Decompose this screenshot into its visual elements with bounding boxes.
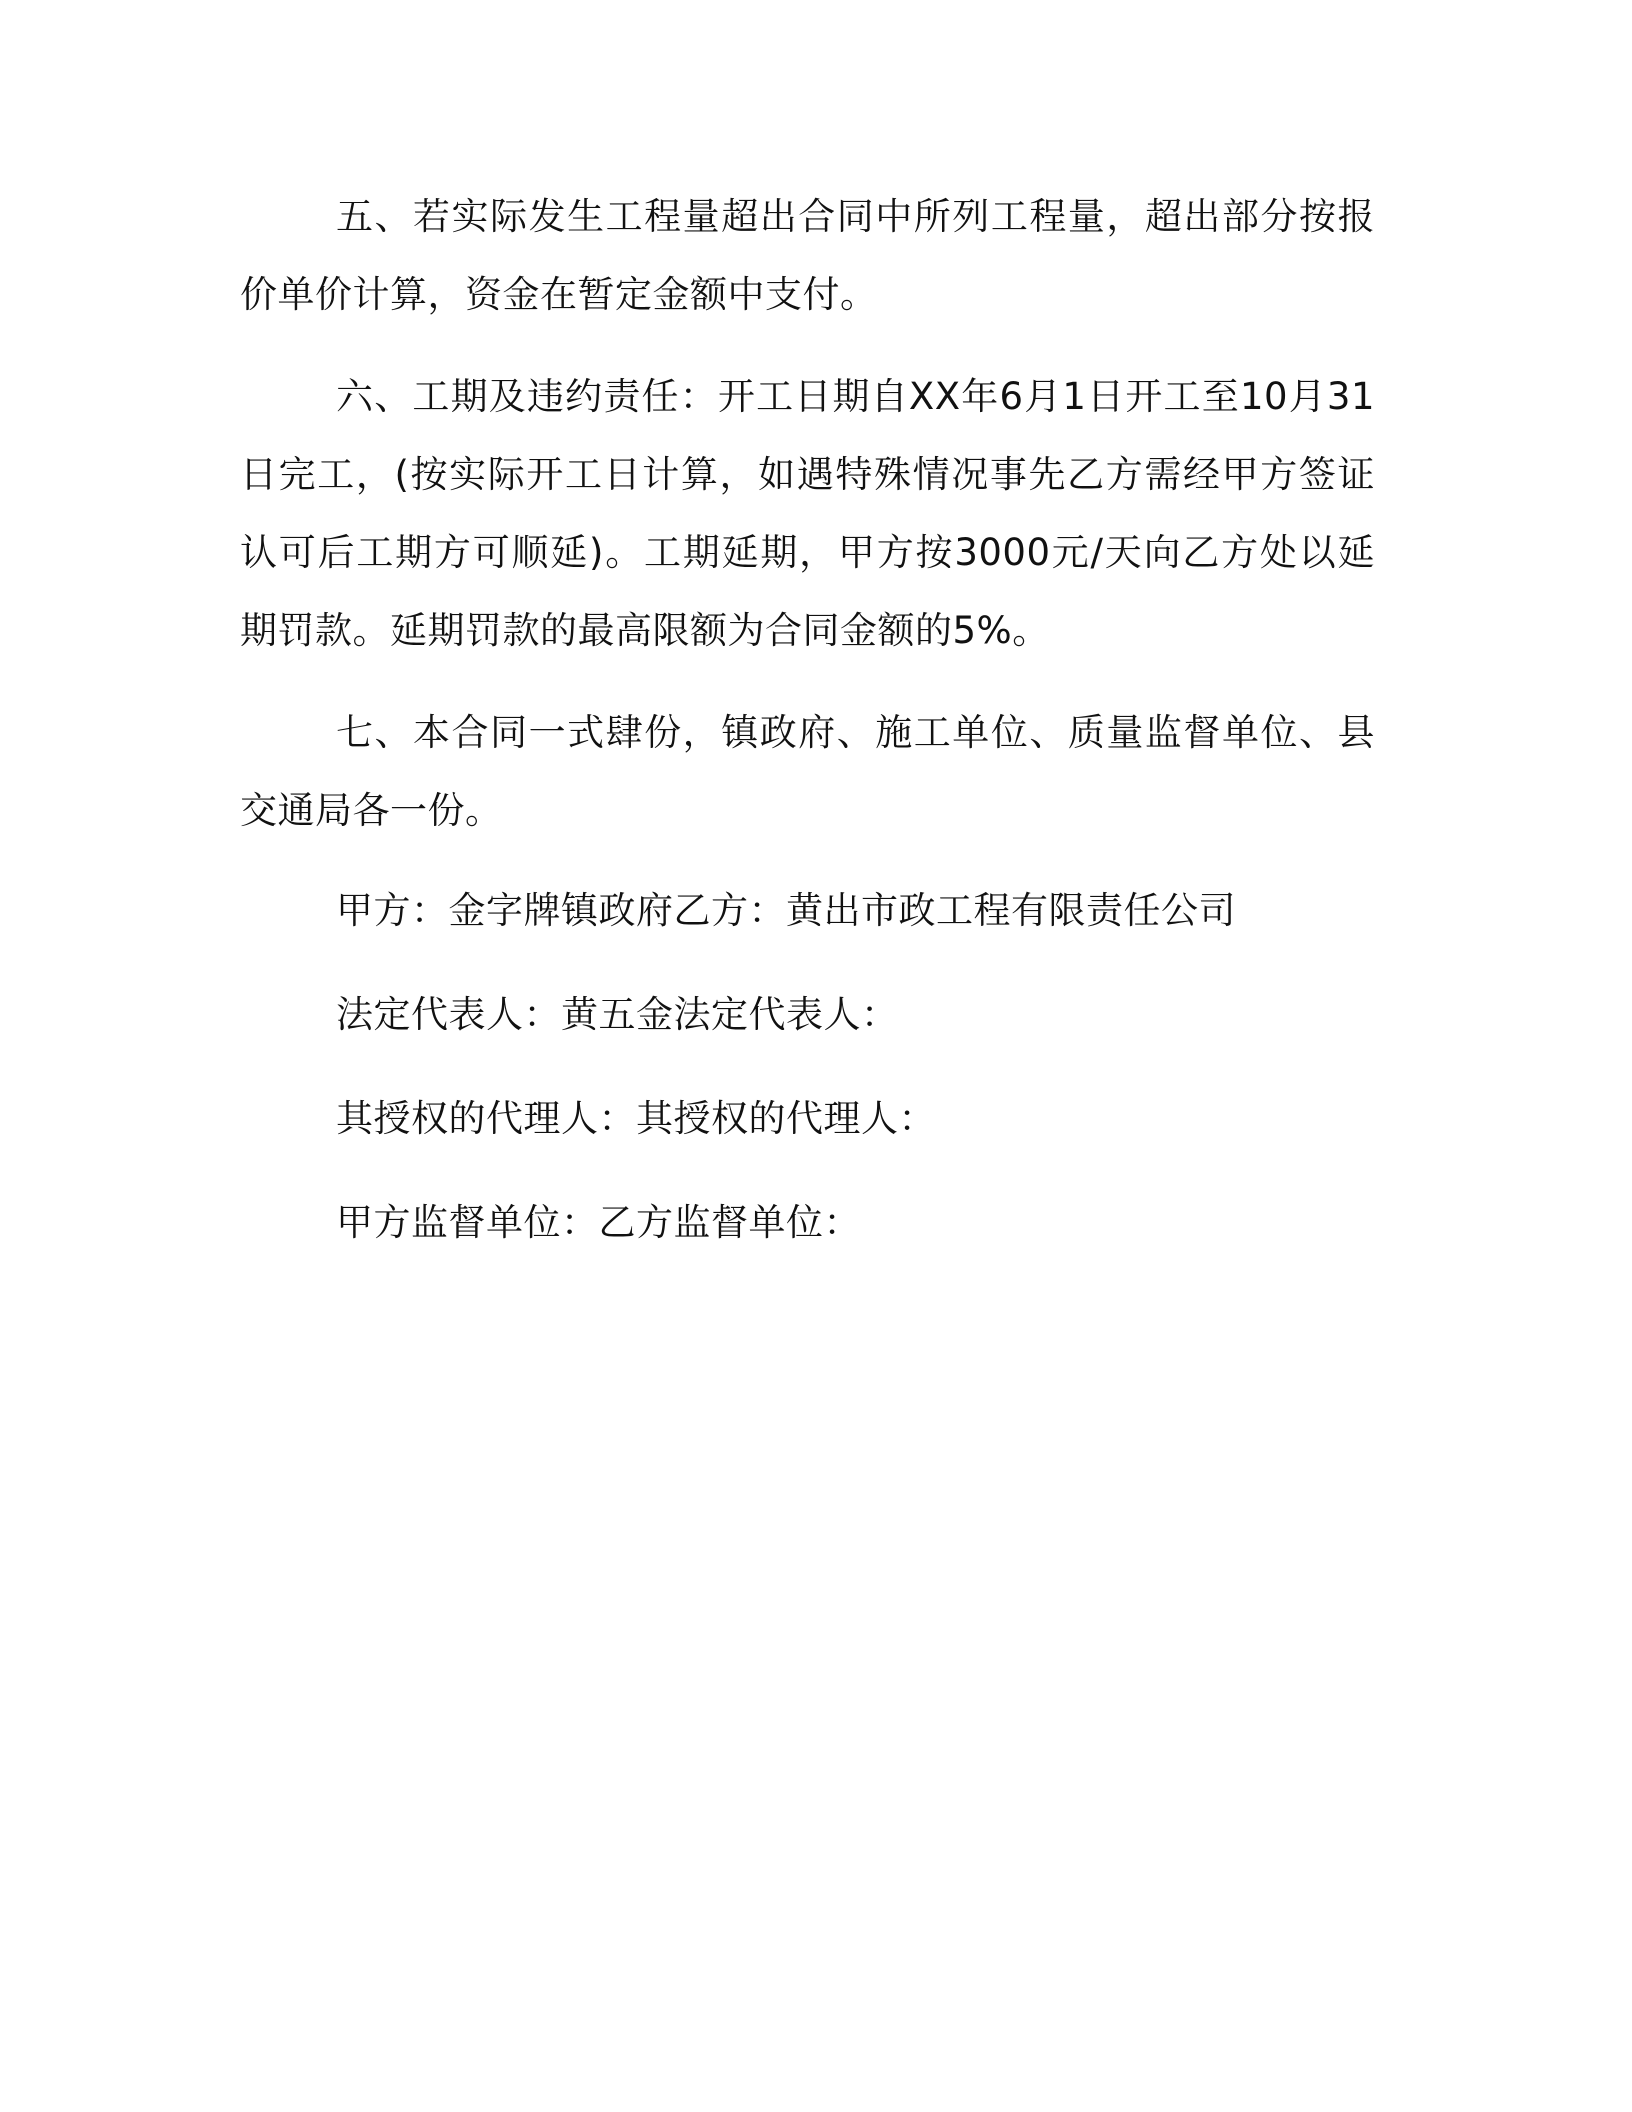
- signature-party-line: 甲方：金字牌镇政府乙方：黄出市政工程有限责任公司: [336, 889, 1236, 932]
- signature-supervisor-line: 甲方监督单位：乙方监督单位：: [336, 1201, 861, 1244]
- clause-6: 六、工期及违约责任：开工日期自XX年6月1日开工至10月31日完工，(按实际开工日计算，如遇特殊情况事先乙方需经甲方签证认可后工期方可顺延)。工期延期，甲方按3000元/天向乙方处以延期罚款。延期罚款的最高限额为合同金额的5%。: [240, 375, 1375, 652]
- clause-5: 五、若实际发生工程量超出合同中所列工程量，超出部分按报价单价计算，资金在暂定金额中支付。: [240, 195, 1375, 316]
- clause-7: 七、本合同一式肆份，镇政府、施工单位、质量监督单位、县交通局各一份。: [240, 711, 1375, 832]
- signature-legal-rep-line: 法定代表人：黄五金法定代表人：: [336, 993, 899, 1036]
- signature-agent-line: 其授权的代理人：其授权的代理人：: [336, 1097, 936, 1140]
